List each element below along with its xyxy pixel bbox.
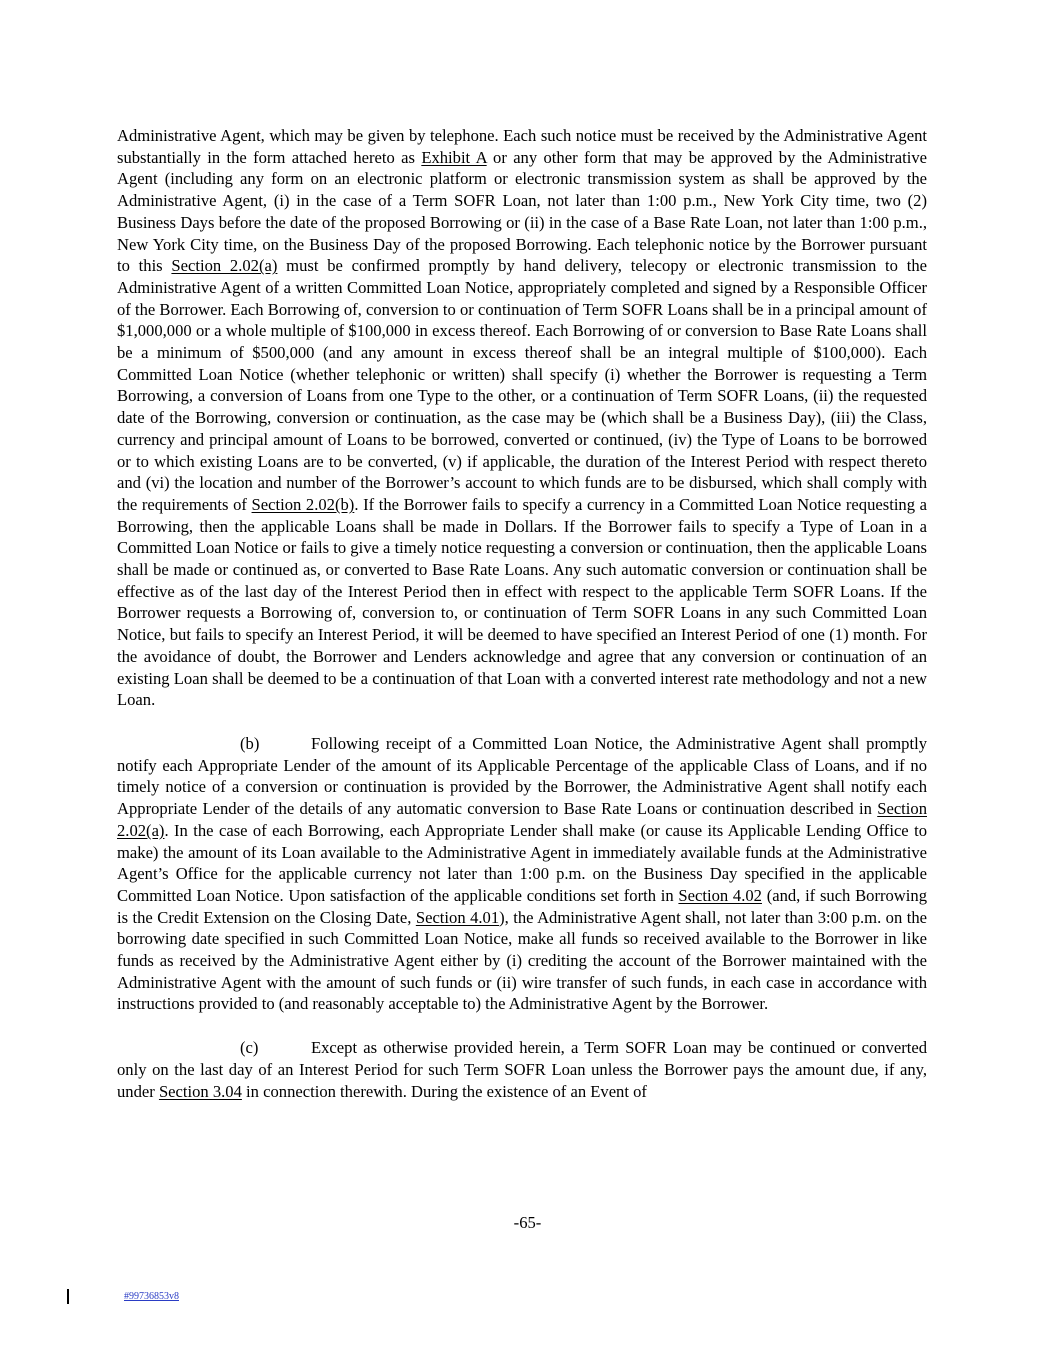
- document-body: [117, 125, 927, 1102]
- page-number: -65-: [513, 1213, 542, 1232]
- text-span: (and, if such Borrowing is the Credit Extension on the Closing Date,: [117, 885, 927, 927]
- section-4-01-reference: Section 4.01: [415, 907, 500, 927]
- exhibit-a-reference: Exhibit A: [421, 147, 487, 167]
- text-span: in connection therewith. During the existence of an Event of: [241, 1081, 647, 1101]
- section-2-02a-reference: Section 2.02(a): [171, 256, 278, 276]
- text-span: must be confirmed promptly by hand delivery, telecopy or electronic transmission to the Administrative Agent of a written Committed Loan Notice, appropriately completed and signed by a Responsible Officer of the Borrower. Each Borrowing of, conversion to or continuation of Term SOFR Loans shall be in a principal amount of $1,000,000 or a whole multiple of $100,000 in excess thereof. Each Borrowing of or conversion to Base Rate Loans shall be a minimum of $500,000 (and any amount in excess thereof shall be an integral multiple of $100,000). Each Committed Loan Notice (whether telephonic or written) shall specify (i) whether the Borrower is requesting a Term Borrowing, a conversion of Loans from one Type to the other, or a continuation of Term SOFR Loans, (ii) the requested date of the Borrowing, conversion or continuation, as the case may be (which shall be a Business Day), (iii) the Class, currency and principal amount of Loans to be borrowed, converted or continued, (iv) the Type of Loans to be borrowed or to which existing Loans are to be converted, (v) if applicable, the duration of the Interest Period with respect thereto and (vi) the location and number of the Borrower’s account to which funds are to be disbursed, which shall comply with the requirements of: [117, 256, 927, 514]
- paragraph-c-label: (c): [240, 1038, 259, 1058]
- section-3-04-reference: Section 3.04: [158, 1081, 242, 1101]
- text-span: Administrative Agent, which may be given by telephone. Each such notice must be received by the Administrative Agent substantially in the form attached hereto as: [117, 126, 927, 167]
- paragraph-c: [117, 1037, 927, 1102]
- paragraph-a-continued: [117, 125, 927, 711]
- text-span: Except as otherwise provided herein, a Term SOFR Loan may be continued or converted only on the last day of an Interest Period for such Term SOFR Loan unless the Borrower pays the amount due, if any, under: [117, 1038, 927, 1101]
- text-span: . If the Borrower fails to specify a currency in a Committed Loan Notice requesting a Borrowing, then the applicable Loans shall be made in Dollars. If the Borrower fails to specify a Type of Loan in a Committed Loan Notice or fails to give a timely notice requesting a conversion or continuation, then the applicable Loans shall be made or continued as, or converted to Base Rate Loans. Any such automatic conversion or continuation shall be effective as of the last day of the Interest Period then in effect with respect to the applicable Term SOFR Loans. If the Borrower requests a Borrowing of, conversion to, or continuation of Term SOFR Loans in any such Committed Loan Notice, but fails to specify an Interest Period, it will be deemed to have specified an Interest Period of one (1) month. For the avoidance of doubt, the Borrower and Lenders acknowledge and agree that any conversion or continuation of an existing Loan shall be deemed to be a continuation of that Loan with a converted interest rate methodology and not a new Loan.: [117, 494, 927, 710]
- paragraph-b: [117, 733, 927, 1015]
- section-2-02a-reference: Section 2.02(a): [117, 799, 927, 840]
- paragraph-b-label: (b): [240, 733, 260, 753]
- change-bar: [67, 1289, 69, 1304]
- text-span: or any other form that may be approved by the Administrative Agent (including any form on an electronic platform or electronic transmission system as shall be approved by the Administrative Agent, (i) in the case of a Term SOFR Loan, not later than 1:00 p.m., New York City time, two (2) Business Days before the date of the proposed Borrowing or (ii) in the case of a Base Rate Loan, not later than 1:00 p.m., New York City time, on the Business Day of the proposed Borrowing. Each telephonic notice by the Borrower pursuant to this: [117, 147, 927, 276]
- text-span: ), the Administrative Agent shall, not later than 3:00 p.m. on the borrowing date specified in such Committed Loan Notice, make all funds so received available to the Borrower in like funds as received by the Administrative Agent either by (i) crediting the account of the Borrower maintained with the Administrative Agent with the amount of such funds or (ii) wire transfer of such funds, in each case in accordance with instructions provided to (and reasonably acceptable to) the Administrative Agent by the Borrower.: [117, 907, 927, 1014]
- section-2-02b-reference: Section 2.02(b): [251, 494, 355, 514]
- section-4-02-reference: Section 4.02: [678, 885, 762, 905]
- text-span: Following receipt of a Committed Loan Notice, the Administrative Agent shall promptly notify each Appropriate Lender of the amount of its Applicable Percentage of the applicable Class of Loans, and if no timely notice of a conversion or continuation is provided by the Borrower, the Administrative Agent shall notify each Appropriate Lender of the details of any automatic conversion to Base Rate Loans or continuation described in: [117, 733, 927, 819]
- text-span: . In the case of each Borrowing, each Appropriate Lender shall make (or cause its Applicable Lending Office to make) the amount of its Loan available to the Administrative Agent in immediately available funds at the Administrative Agent’s Office for the applicable currency not later than 1:00 p.m. on the Business Day specified in the applicable Committed Loan Notice. Upon satisfaction of the applicable conditions set forth in: [117, 820, 927, 905]
- document-id-link[interactable]: #99736853v8: [124, 1291, 179, 1302]
